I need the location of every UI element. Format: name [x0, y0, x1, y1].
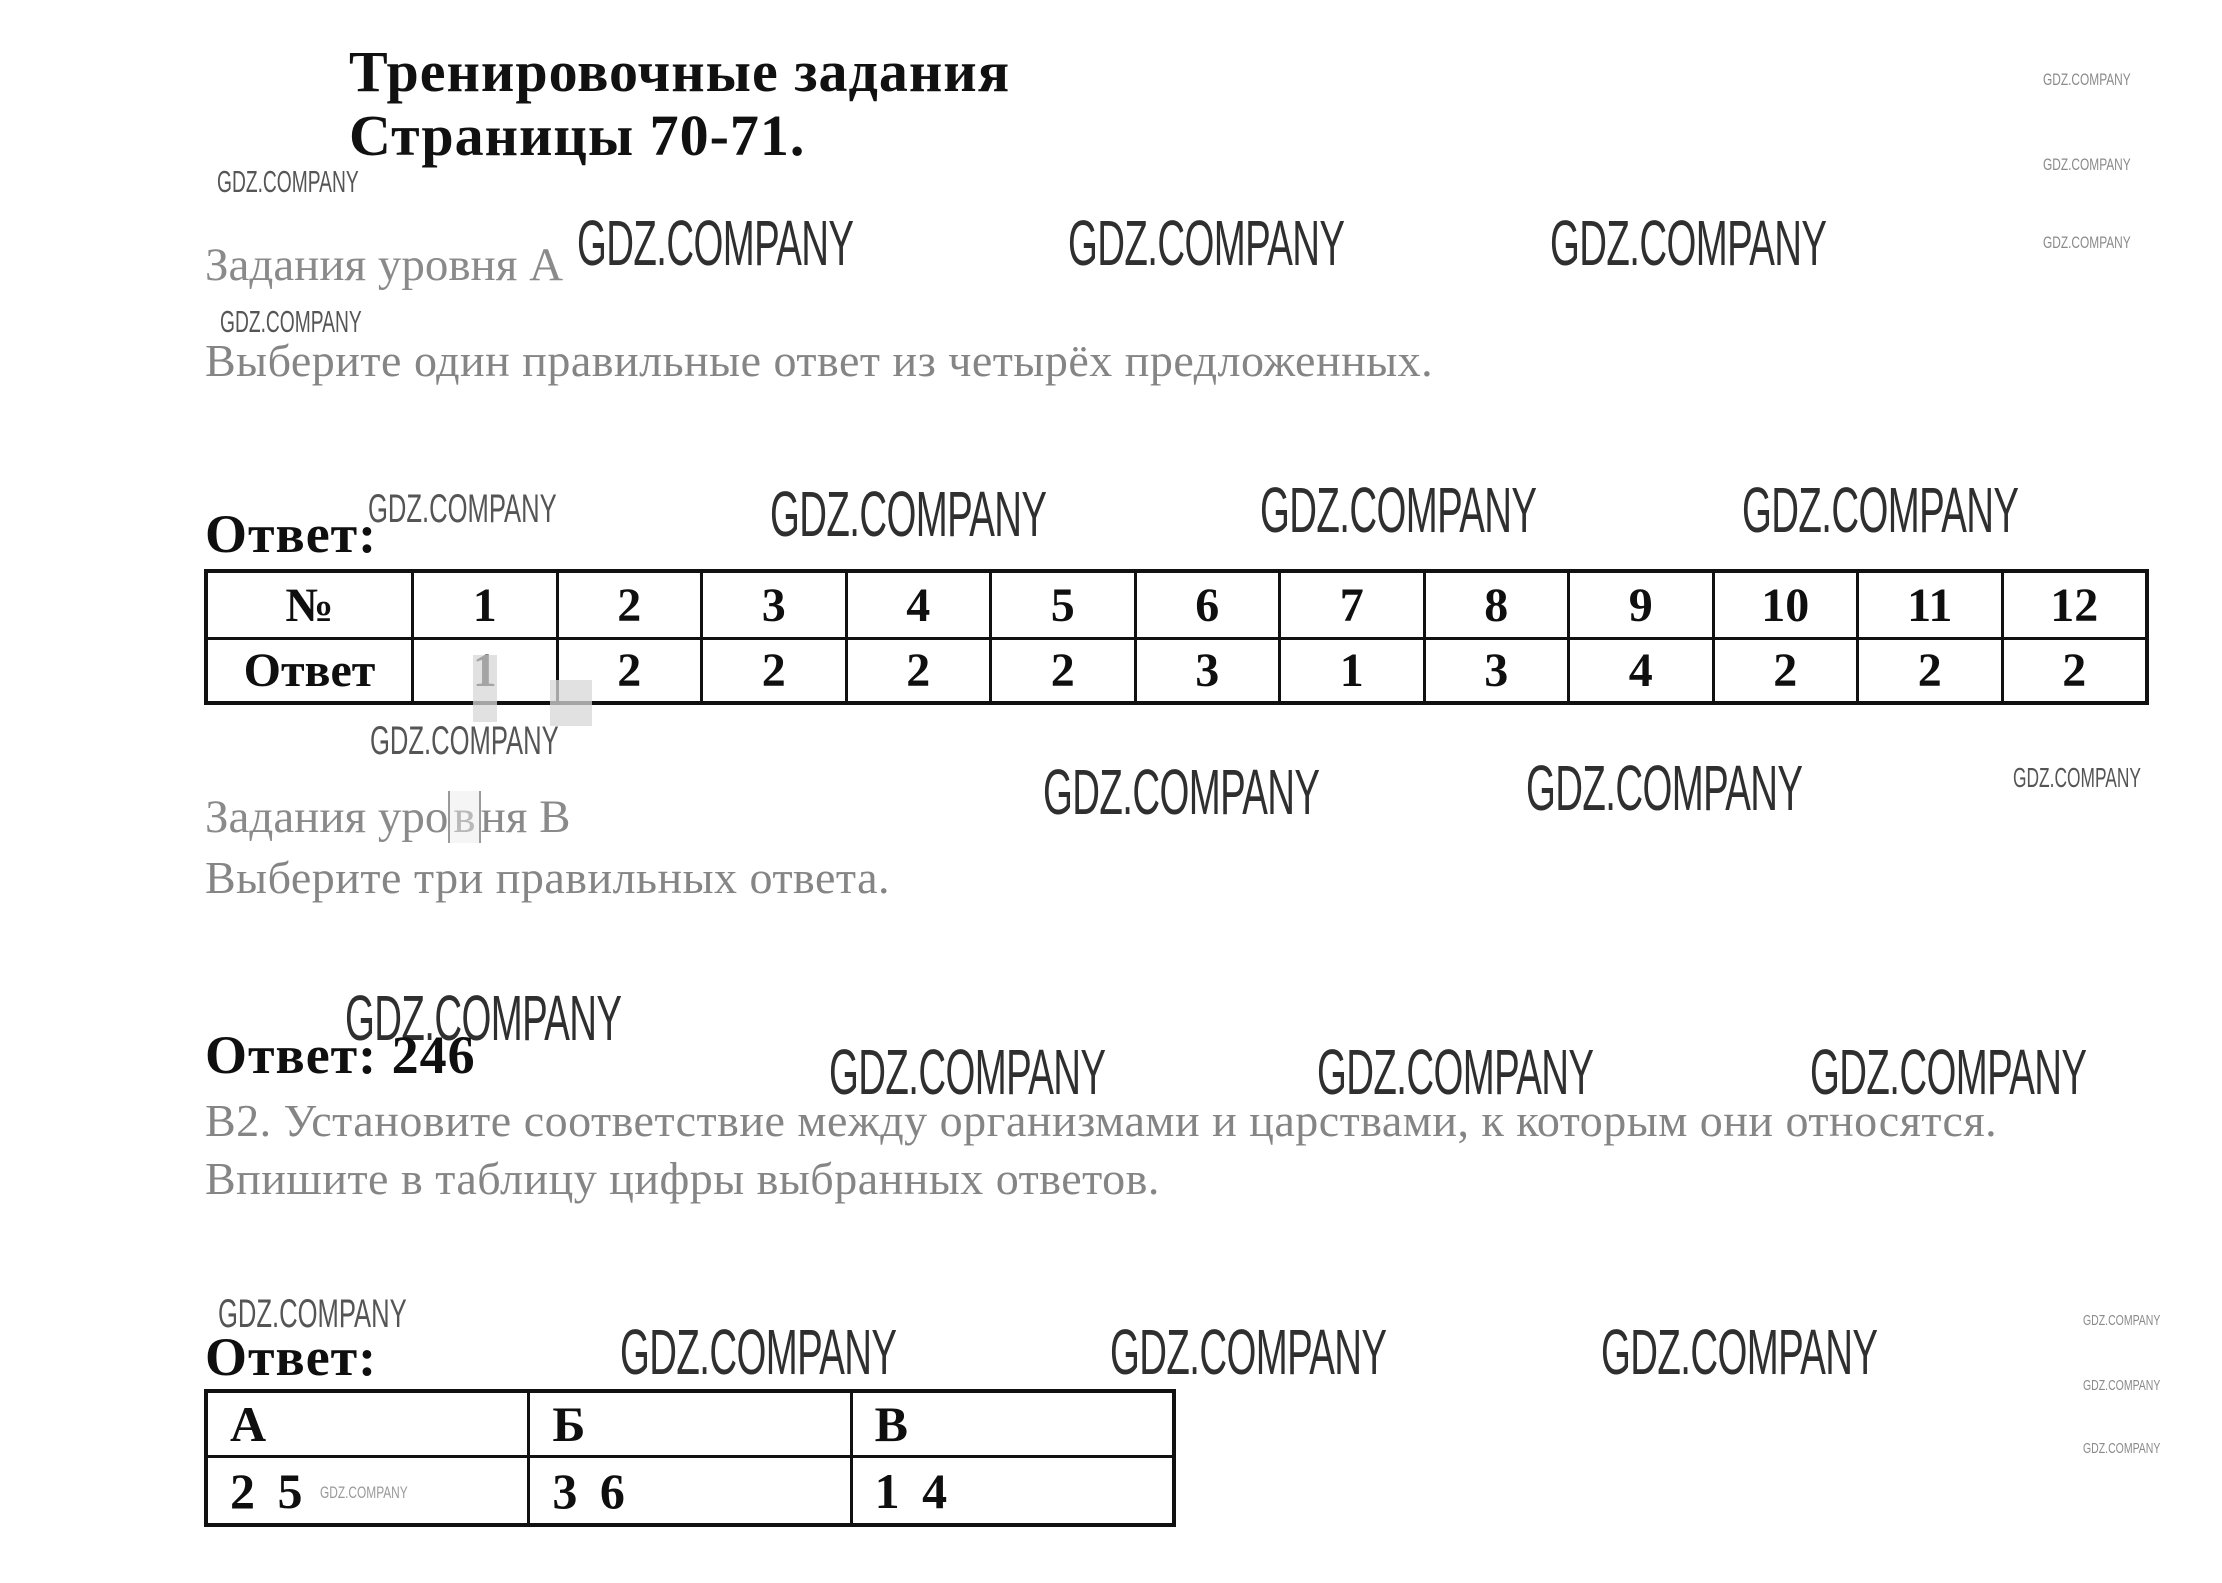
- table-cell: 12: [2001, 573, 2146, 637]
- scan-artifact: [473, 655, 497, 722]
- highlighted-char: в: [448, 791, 480, 843]
- gdz-watermark: GDZ.COMPANY: [1317, 1036, 1594, 1108]
- table-cell: Ответ: [243, 644, 376, 697]
- gdz-watermark: GDZ.COMPANY: [218, 1292, 407, 1336]
- table-cell: 2: [2001, 640, 2146, 701]
- gdz-watermark: GDZ.COMPANY: [368, 487, 557, 531]
- gdz-watermark: GDZ.COMPANY: [345, 982, 622, 1054]
- table-cell: 6: [1134, 573, 1279, 637]
- gdz-watermark: GDZ.COMPANY: [2043, 155, 2131, 174]
- gdz-watermark: GDZ.COMPANY: [1526, 752, 1803, 824]
- table-row: [208, 573, 2145, 637]
- section-b-heading-pre: Задания уро: [205, 791, 449, 843]
- table-cell: 5: [989, 573, 1134, 637]
- gdz-watermark: GDZ.COMPANY: [1068, 207, 1345, 279]
- table-cell: 11: [1856, 573, 2001, 637]
- table-cell: В: [850, 1393, 1172, 1455]
- gdz-watermark: GDZ.COMPANY: [217, 164, 359, 199]
- section-b-heading-post: ня В: [480, 791, 571, 843]
- table-cell: №: [285, 578, 334, 632]
- section-a-instruction: Выберите один правильные ответ из четырёх предложенных.: [205, 335, 1434, 386]
- section-b-heading: [205, 790, 570, 844]
- gdz-watermark: GDZ.COMPANY: [2013, 762, 2141, 793]
- gdz-watermark: GDZ.COMPANY: [2083, 1312, 2161, 1329]
- gdz-watermark: GDZ.COMPANY: [620, 1316, 897, 1388]
- table-cell: 2: [700, 640, 845, 701]
- gdz-watermark: GDZ.COMPANY: [1043, 756, 1320, 828]
- gdz-watermark: GDZ.COMPANY: [2043, 233, 2131, 252]
- table-cell: 3: [1134, 640, 1279, 701]
- table-cell: 1: [1278, 640, 1423, 701]
- gdz-watermark: GDZ.COMPANY: [2083, 1440, 2161, 1457]
- answer-label-a: Ответ:: [205, 504, 378, 564]
- gdz-watermark: GDZ.COMPANY: [220, 304, 362, 339]
- gdz-watermark: GDZ.COMPANY: [2043, 70, 2131, 89]
- table-cell: Б: [527, 1393, 849, 1455]
- table-cell: 2: [989, 640, 1134, 701]
- table-cell: А: [230, 1396, 267, 1452]
- table-cell: 8: [1423, 573, 1568, 637]
- gdz-watermark: GDZ.COMPANY: [1110, 1316, 1387, 1388]
- table-row: [208, 1393, 1172, 1455]
- task-b2-text-line2: Впишите в таблицу цифры выбранных ответов.: [205, 1153, 1160, 1204]
- table-cell: 2: [1856, 640, 2001, 701]
- answer-label-b2: Ответ:: [205, 1327, 378, 1387]
- table-cell: 3 6: [527, 1458, 849, 1523]
- table-cell: 2: [556, 640, 701, 701]
- answer-label-b1: Ответ: 246: [205, 1025, 476, 1085]
- gdz-watermark: GDZ.COMPANY: [1810, 1036, 2087, 1108]
- table-cell: 1: [411, 573, 556, 637]
- table-row: [208, 637, 2145, 701]
- gdz-watermark: GDZ.COMPANY: [370, 719, 559, 763]
- gdz-watermark: GDZ.COMPANY: [320, 1483, 408, 1502]
- section-b-instruction: Выберите три правильных ответа.: [205, 852, 890, 903]
- gdz-watermark: GDZ.COMPANY: [2083, 1377, 2161, 1394]
- table-cell: 1 4: [850, 1458, 1172, 1523]
- page-title-line2: Страницы 70-71.: [349, 103, 806, 168]
- page-title-line1: Тренировочные задания: [349, 39, 1011, 104]
- table-cell: 4: [1567, 640, 1712, 701]
- section-a-heading: Задания уровня А: [205, 239, 564, 291]
- gdz-watermark: GDZ.COMPANY: [1260, 474, 1537, 546]
- table-cell: 10: [1712, 573, 1857, 637]
- gdz-watermark: GDZ.COMPANY: [1742, 474, 2019, 546]
- gdz-watermark: GDZ.COMPANY: [577, 207, 854, 279]
- table-cell: 3: [700, 573, 845, 637]
- table-cell: 2: [1712, 640, 1857, 701]
- gdz-watermark: GDZ.COMPANY: [1601, 1316, 1878, 1388]
- table-cell: 4: [845, 573, 990, 637]
- task-b2-text-line1: В2. Установите соответствие между организмами и царствами, к которым они относятся.: [205, 1095, 1998, 1146]
- table-cell: 9: [1567, 573, 1712, 637]
- table-cell: 7: [1278, 573, 1423, 637]
- table-cell: 3: [1423, 640, 1568, 701]
- gdz-watermark: GDZ.COMPANY: [770, 478, 1047, 550]
- table-cell: 2 5: [230, 1462, 308, 1519]
- table-cell: 2: [845, 640, 990, 701]
- gdz-watermark: GDZ.COMPANY: [1550, 207, 1827, 279]
- table-cell: 2: [556, 573, 701, 637]
- answers-table-b2: [204, 1389, 1176, 1527]
- gdz-watermark: GDZ.COMPANY: [829, 1036, 1106, 1108]
